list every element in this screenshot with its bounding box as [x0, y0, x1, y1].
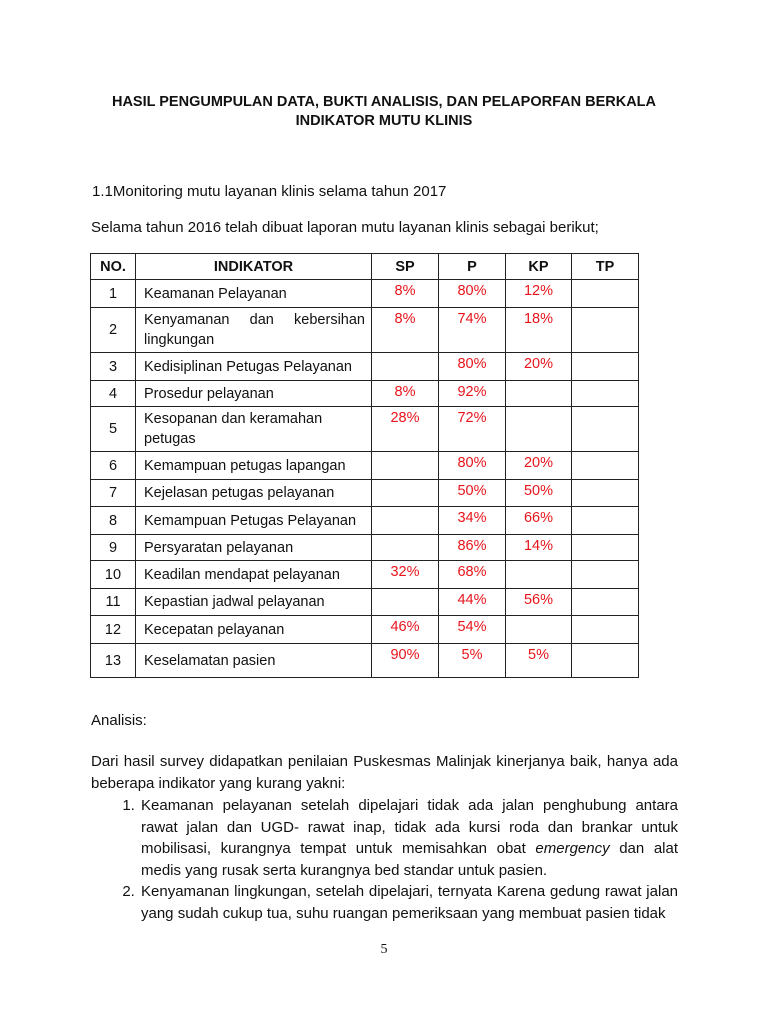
row-number: 12 — [91, 616, 136, 644]
value-sp: 90% — [372, 644, 439, 678]
value-kp — [506, 616, 572, 644]
document-title-line1: HASIL PENGUMPULAN DATA, BUKTI ANALISIS, DAN PELAPORFAN BERKALA — [111, 94, 657, 110]
value-sp — [372, 589, 439, 616]
value-tp — [572, 407, 639, 452]
value-p: 80% — [439, 280, 506, 308]
indicator-name: Keamanan Pelayanan — [136, 280, 372, 308]
value-tp — [572, 561, 639, 589]
indicator-name: Keadilan mendapat pelayanan — [136, 561, 372, 589]
value-kp: 5% — [506, 644, 572, 678]
value-kp: 18% — [506, 308, 572, 353]
value-kp — [506, 561, 572, 589]
document-title-line2: INDIKATOR MUTU KLINIS — [295, 113, 473, 129]
value-kp: 14% — [506, 535, 572, 561]
analysis-point-text: Kenyamanan lingkungan, setelah dipelajari, ternyata Karena gedung rawat jalan yang sudah cukup tua, suhu ruangan pemeriksaan yang membuat pasien tidak — [141, 883, 678, 922]
indicator-name: Keselamatan pasien — [136, 644, 372, 678]
value-tp — [572, 308, 639, 353]
value-sp — [372, 535, 439, 561]
header-p: P — [439, 254, 506, 280]
value-kp: 20% — [506, 353, 572, 381]
row-number: 9 — [91, 535, 136, 561]
analysis-label: Analisis: — [91, 712, 147, 729]
value-sp: 8% — [372, 280, 439, 308]
value-p: 86% — [439, 535, 506, 561]
header-no: NO. — [91, 254, 136, 280]
value-sp: 8% — [372, 308, 439, 353]
row-number: 11 — [91, 589, 136, 616]
indicator-table — [90, 253, 639, 678]
value-p: 68% — [439, 561, 506, 589]
table-row — [91, 280, 639, 308]
indicator-name: Kesopanan dan keramahan petugas — [136, 407, 372, 452]
value-sp: 32% — [372, 561, 439, 589]
value-p: 80% — [439, 353, 506, 381]
page-number: 5 — [380, 942, 388, 957]
value-tp — [572, 589, 639, 616]
row-number: 2 — [91, 308, 136, 353]
value-p: 44% — [439, 589, 506, 616]
value-sp — [372, 452, 439, 480]
indicator-name: Persyaratan pelayanan — [136, 535, 372, 561]
intro-text: Selama tahun 2016 telah dibuat laporan mutu layanan klinis sebagai berikut; — [91, 219, 599, 236]
indicator-name: Kejelasan petugas pelayanan — [136, 480, 372, 507]
analysis-point — [139, 795, 678, 881]
indicator-name: Prosedur pelayanan — [136, 381, 372, 407]
value-kp: 66% — [506, 507, 572, 535]
value-p: 50% — [439, 480, 506, 507]
row-number: 3 — [91, 353, 136, 381]
indicator-name: Kecepatan pelayanan — [136, 616, 372, 644]
header-tp: TP — [572, 254, 639, 280]
indicator-name: Kemampuan Petugas Pelayanan — [136, 507, 372, 535]
value-p: 80% — [439, 452, 506, 480]
table-row — [91, 308, 639, 353]
table-row — [91, 381, 639, 407]
row-number: 6 — [91, 452, 136, 480]
value-tp — [572, 616, 639, 644]
value-kp: 50% — [506, 480, 572, 507]
row-number: 8 — [91, 507, 136, 535]
value-tp — [572, 644, 639, 678]
value-kp — [506, 407, 572, 452]
value-tp — [572, 507, 639, 535]
value-kp: 56% — [506, 589, 572, 616]
row-number: 5 — [91, 407, 136, 452]
analysis-list — [91, 795, 678, 924]
table-body — [91, 280, 639, 678]
value-tp — [572, 480, 639, 507]
value-kp: 12% — [506, 280, 572, 308]
table-row — [91, 407, 639, 452]
table-row — [91, 507, 639, 535]
row-number: 4 — [91, 381, 136, 407]
table-row — [91, 535, 639, 561]
row-number: 10 — [91, 561, 136, 589]
value-sp: 8% — [372, 381, 439, 407]
row-number: 13 — [91, 644, 136, 678]
table-row — [91, 616, 639, 644]
header-sp: SP — [372, 254, 439, 280]
analysis-point-text: Keamanan pelayanan setelah dipelajari tidak ada jalan penghubung antara rawat jalan dan UGD- rawat inap, tidak ada kursi roda dan brankar untuk mobilisasi, kurangnya tempat untuk memisahkan obat — [141, 797, 678, 857]
value-kp — [506, 381, 572, 407]
row-number: 1 — [91, 280, 136, 308]
value-sp — [372, 507, 439, 535]
table-row — [91, 644, 639, 678]
value-p: 74% — [439, 308, 506, 353]
value-tp — [572, 353, 639, 381]
value-tp — [572, 452, 639, 480]
table-row — [91, 480, 639, 507]
row-number: 7 — [91, 480, 136, 507]
indicator-name: Kenyamanan dan kebersihan lingkungan — [136, 308, 372, 353]
value-tp — [572, 280, 639, 308]
section-title: Monitoring mutu layanan klinis selama tahun 2017 — [112, 183, 447, 200]
analysis-point-emphasis: emergency — [535, 840, 610, 857]
table-row — [91, 589, 639, 616]
indicator-name: Kepastian jadwal pelayanan — [136, 589, 372, 616]
value-p: 5% — [439, 644, 506, 678]
indicator-name: Kedisiplinan Petugas Pelayanan — [136, 353, 372, 381]
analysis-point — [139, 881, 678, 924]
value-p: 92% — [439, 381, 506, 407]
value-p: 72% — [439, 407, 506, 452]
value-sp: 46% — [372, 616, 439, 644]
indicator-name: Kemampuan petugas lapangan — [136, 452, 372, 480]
table-row — [91, 452, 639, 480]
value-tp — [572, 535, 639, 561]
analysis-point-text: dan alat medis yang rusak serta kurangnya bed standar untuk pasien. — [141, 840, 679, 879]
table-header-row — [91, 254, 639, 280]
value-sp — [372, 353, 439, 381]
section-heading — [92, 183, 446, 200]
value-p: 34% — [439, 507, 506, 535]
value-tp — [572, 381, 639, 407]
header-kp: KP — [506, 254, 572, 280]
value-p: 54% — [439, 616, 506, 644]
table-row — [91, 561, 639, 589]
section-number: 1.1 — [92, 183, 113, 200]
value-kp: 20% — [506, 452, 572, 480]
analysis-paragraph: Dari hasil survey didapatkan penilaian Puskesmas Malinjak kinerjanya baik, hanya ada beberapa indikator yang kurang yakni: — [91, 753, 678, 792]
header-indikator: INDIKATOR — [136, 254, 372, 280]
table-row — [91, 353, 639, 381]
value-sp — [372, 480, 439, 507]
value-sp: 28% — [372, 407, 439, 452]
